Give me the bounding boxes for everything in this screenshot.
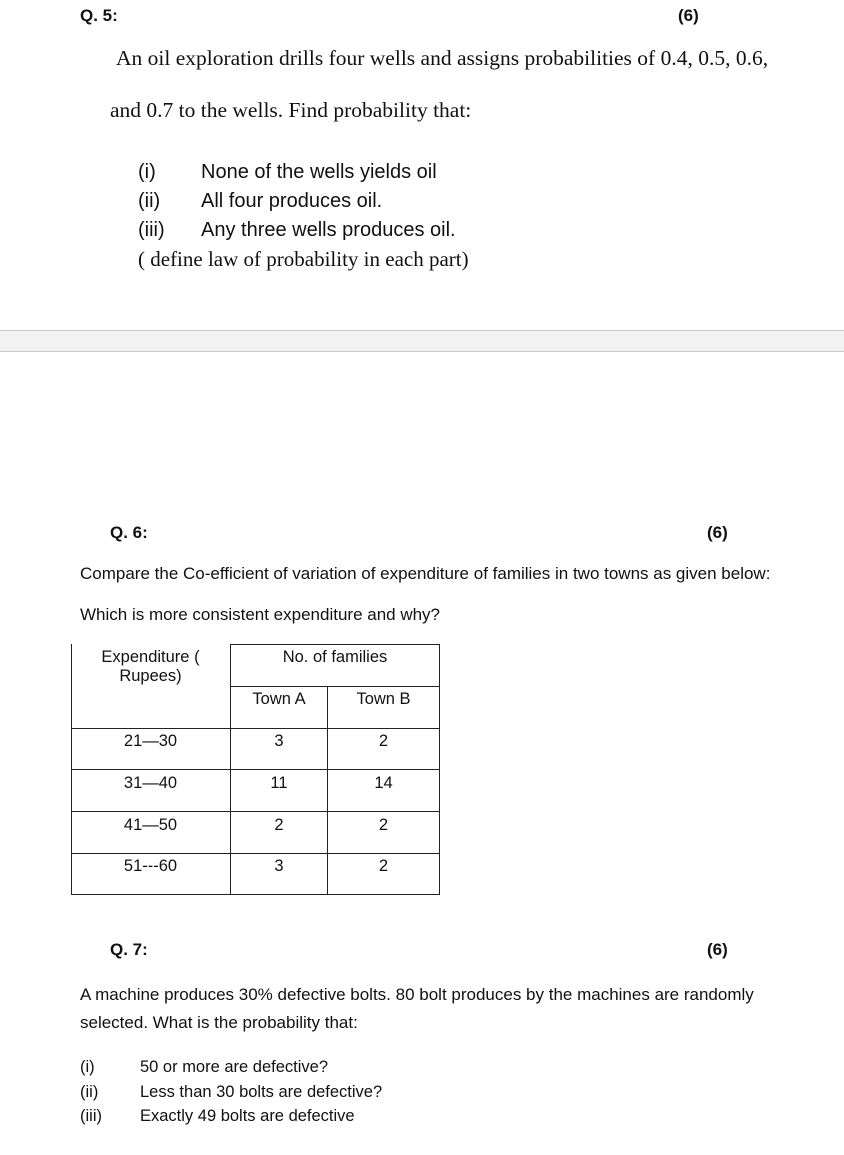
q5-item-text: Any three wells produces oil.: [201, 219, 456, 241]
row-town-b-value: 2: [378, 816, 389, 834]
q5-item-text: None of the wells yields oil: [201, 161, 437, 183]
header-expenditure-line1: Expenditure (: [101, 648, 200, 666]
header-expenditure-line2: Rupees): [119, 667, 182, 685]
q5-statement-line1: An oil exploration drills four wells and assigns probabilities of 0.4, 0.5, 0.6,: [116, 46, 769, 70]
q7-statement-line1: A machine produces 30% defective bolts. 80 bolt produces by the machines are randomly: [80, 985, 754, 1004]
q5-item-text: All four produces oil.: [201, 190, 383, 212]
q7-item-text: Less than 30 bolts are defective?: [140, 1083, 383, 1101]
row-town-b-value: 2: [378, 857, 389, 875]
q6-marks: (6): [707, 523, 728, 542]
q6-statement-line1: Compare the Co-efficient of variation of expenditure of families in two towns as given below:: [80, 564, 771, 583]
q7-item-number: (iii): [80, 1107, 102, 1125]
q5-statement-line2: and 0.7 to the wells. Find probability that:: [110, 98, 472, 122]
row-expenditure-range: 21—30: [123, 732, 178, 750]
header-no-of-families: No. of families: [282, 648, 388, 666]
q5-note: ( define law of probability in each part): [138, 247, 469, 271]
header-town-b: Town B: [356, 690, 411, 708]
q5-item-number: (ii): [138, 190, 161, 212]
q7-item-text: Exactly 49 bolts are defective: [140, 1107, 355, 1125]
row-town-a-value: 3: [274, 732, 284, 750]
q5-label: Q. 5:: [80, 6, 118, 25]
expenditure-table: [71, 644, 440, 895]
q5-item-number: (i): [138, 161, 156, 183]
q7-item-number: (i): [80, 1058, 95, 1076]
header-town-a: Town A: [252, 690, 306, 708]
q6-label: Q. 6:: [110, 523, 148, 542]
page-break-divider: [0, 330, 844, 352]
row-expenditure-range: 41—50: [123, 816, 178, 834]
row-town-a-value: 3: [274, 857, 284, 875]
q7-item-number: (ii): [80, 1083, 99, 1101]
q7-statement-line2: selected. What is the probability that:: [80, 1013, 358, 1032]
row-town-b-value: 14: [374, 774, 393, 792]
header-expenditure: [71, 648, 230, 686]
q7-label: Q. 7:: [110, 940, 148, 959]
row-town-b-value: 2: [378, 732, 389, 750]
q5-marks: (6): [678, 6, 699, 25]
q7-marks: (6): [707, 940, 728, 959]
q5-item-number: (iii): [138, 219, 165, 241]
row-expenditure-range: 31—40: [123, 774, 178, 792]
row-town-a-value: 11: [270, 774, 288, 792]
q6-statement-line2: Which is more consistent expenditure and why?: [80, 605, 441, 624]
row-expenditure-range: 51---60: [123, 857, 178, 875]
q7-item-text: 50 or more are defective?: [140, 1058, 329, 1076]
row-town-a-value: 2: [274, 816, 284, 834]
